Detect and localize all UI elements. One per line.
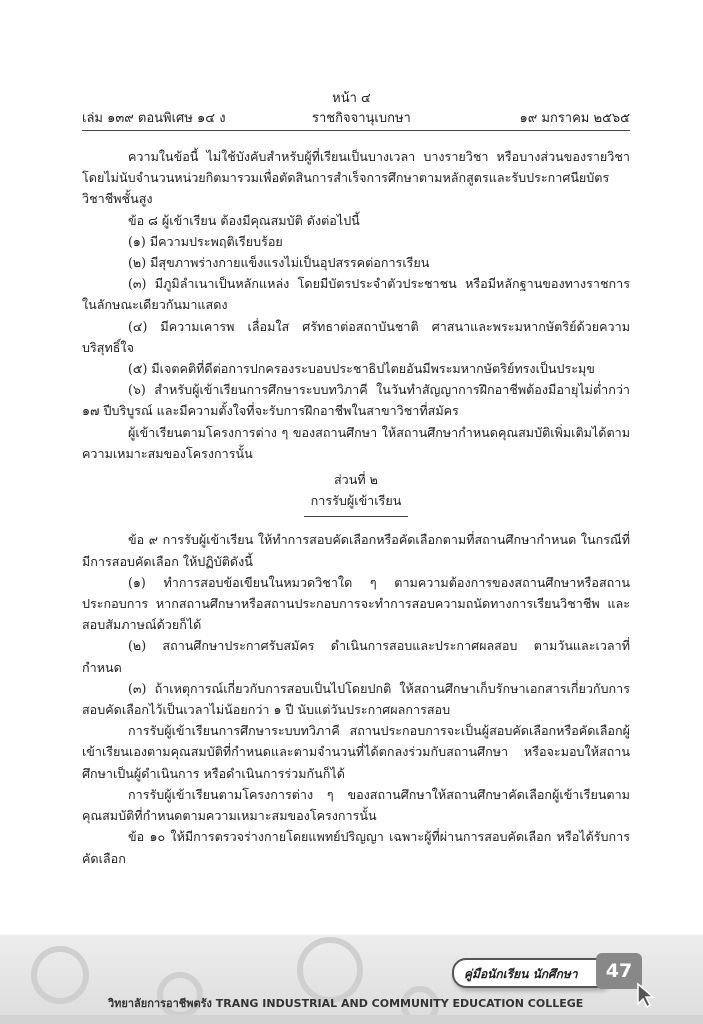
paragraph: (๒) สถานศึกษาประกาศรับสมัคร ดำเนินการสอบและประกาศผลสอบ ตามวันและเวลาที่กำหนด (82, 638, 630, 675)
handbook-label (452, 958, 612, 988)
document-body (82, 146, 630, 869)
cursor-arrow-icon (636, 982, 658, 1008)
gazette-name: ราชกิจจานุเบกษา (312, 111, 411, 126)
paragraph: ผู้เข้าเรียนตามโครงการต่าง ๆ ของสถานศึกษา ให้สถานศึกษากำหนดคุณสมบัติเพิ่มเติมได้ตามความเหมาะสมของโครงการนั้น (82, 424, 630, 461)
gazette-volume: เล่ม ๑๓๙ ตอนพิเศษ ๑๔ ง (82, 111, 226, 126)
section-rule (304, 516, 408, 517)
paragraph: (๖) สำหรับผู้เข้าเรียนการศึกษาระบบทวิภาคี ในวันทำสัญญาการฝึกอาชีพต้องมีอายุไม่ต่ำกว่า ๑๗ ปีบริบูรณ์ และมีความตั้งใจที่จะรับการฝึกอาชีพในสาขาวิชาที่สมัคร (82, 382, 630, 419)
page-number-badge: 47 (596, 953, 642, 989)
header-rule (82, 130, 630, 131)
section-number: ส่วนที่ ๒ (334, 472, 378, 488)
paragraph: ข้อ ๑๐ ให้มีการตรวจร่างกายโดยแพทย์ปริญญา เฉพาะผู้ที่ผ่านการสอบคัดเลือก หรือได้รับการคัดเลือก (82, 829, 630, 866)
handbook-text: คู่มือนักเรียน นักศึกษา (464, 967, 578, 981)
paragraph: ข้อ ๙ การรับผู้เข้าเรียน ให้ทำการสอบคัดเลือกหรือคัดเลือกตามที่สถานศึกษากำหนด ในกรณีที่มีการสอบคัดเลือก ให้ปฏิบัติดังนี้ (82, 532, 630, 569)
paragraph: การรับผู้เข้าเรียนการศึกษาระบบทวิภาคี สถานประกอบการจะเป็นผู้สอบคัดเลือกหรือคัดเลือกผู้เข้าเรียนเองตามคุณสมบัติที่กำหนดและตามจำนวนที่ได้ตกลงร่วมกับสถานศึกษา หรือจะมอบให้สถานศึกษาเป็นผู้ดำเนินการ หรือดำเนินการร่วมกันก็ได้ (82, 723, 630, 781)
college-name: วิทยาลัยการอาชีพตรัง TRANG INDUSTRIAL AND COMMUNITY EDUCATION COLLEGE (108, 997, 584, 1010)
paragraph: (๓) ถ้าเหตุการณ์เกี่ยวกับการสอบเป็นไปโดยปกติ ให้สถานศึกษาเก็บรักษาเอกสารเกี่ยวกับการสอบคัดเลือกไว้เป็นเวลาไม่น้อยกว่า ๑ ปี นับแต่วันประกาศผลการสอบ (82, 680, 630, 718)
paragraph: (๔) มีความเคารพ เลื่อมใส ศรัทธาต่อสถาบันชาติ ศาสนาและพระมหากษัตริย์ด้วยความบริสุทธิ์ใจ (82, 318, 630, 355)
paragraph: ข้อ ๘ ผู้เข้าเรียน ต้องมีคุณสมบัติ ดังต่อไปนี้ (128, 212, 360, 228)
paragraph: การรับผู้เข้าเรียนตามโครงการต่าง ๆ ของสถานศึกษาให้สถานศึกษาคัดเลือกผู้เข้าเรียนตามคุณสมบัติที่กำหนดตามความเหมาะสมของโครงการนั้น (82, 786, 630, 824)
paragraph: (๓) มีภูมิลำเนาเป็นหลักแหล่ง โดยมีบัตรประจำตัวประชาชน หรือมีหลักฐานของทางราชการในลักษณะเดียวกันมาแสดง (82, 276, 630, 313)
paragraph: (๒) มีสุขภาพร่างกายแข็งแรงไม่เป็นอุปสรรคต่อการเรียน (128, 255, 430, 271)
gazette-date: ๑๙ มกราคม ๒๕๖๕ (519, 111, 630, 126)
paragraph: (๕) มีเจตคติที่ดีต่อการปกครองระบอบประชาธิปไตยอันมีพระมหากษัตริย์ทรงเป็นประมุข (128, 361, 595, 377)
section-title: การรับผู้เข้าเรียน (310, 493, 402, 509)
paragraph: ความในข้อนี้ ไม่ใช้บังคับสำหรับผู้ที่เรียนเป็นบางเวลา บางรายวิชา หรือบางส่วนของรายวิชา โดยไม่นับจำนวนหน่วยกิตมารวมเพื่อตัดสินการสำเร็จการศึกษาตามหลักสูตรและรับประกาศนียบัตรวิชาชีพชั้นสูง (82, 149, 630, 207)
paragraph: (๑) มีความประพฤติเรียบร้อย (128, 233, 283, 249)
paragraph: (๑) ทำการสอบข้อเขียนในหมวดวิชาใด ๆ ตามความต้องการของสถานศึกษาหรือสถานประกอบการ หากสถานศึกษาหรือสถานประกอบการจะทำการสอบความถนัดทางการเรียนวิชาชีพ และสอบสัมภาษณ์ด้วยก็ได้ (82, 574, 630, 633)
gazette-page-number: หน้า ๔ (332, 91, 371, 106)
